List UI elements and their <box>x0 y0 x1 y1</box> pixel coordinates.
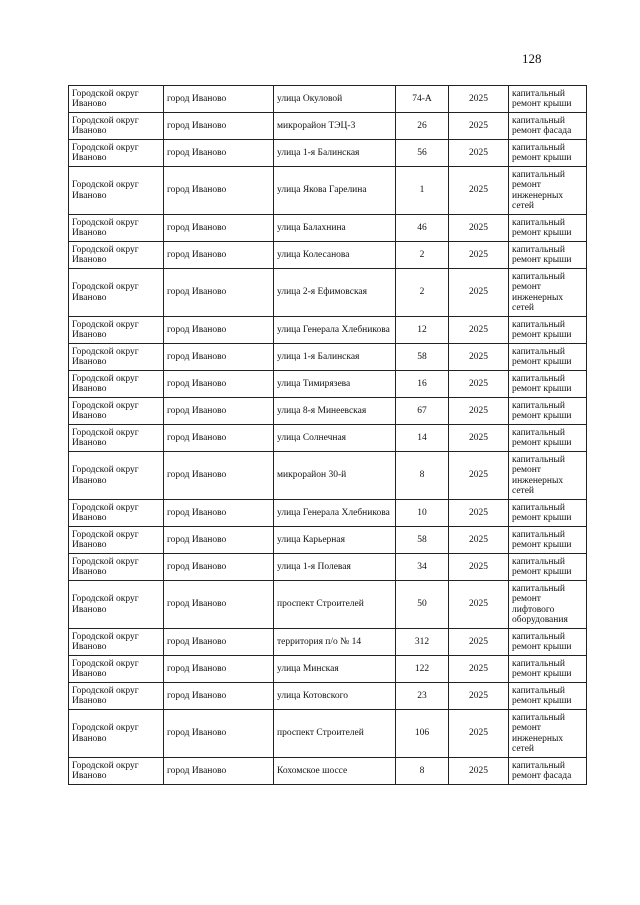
work-cell: капитальный ремонт крыши <box>509 344 587 371</box>
okrug-cell: Городской округ Иваново <box>69 242 164 269</box>
work-cell: капитальный ремонт крыши <box>509 629 587 656</box>
city-cell: город Иваново <box>164 242 274 269</box>
city-cell: город Иваново <box>164 371 274 398</box>
city-cell: город Иваново <box>164 452 274 500</box>
city-cell: город Иваново <box>164 710 274 758</box>
year-cell: 2025 <box>449 425 509 452</box>
street-cell: улица Солнечная <box>274 425 396 452</box>
street-cell: улица 1-я Полевая <box>274 554 396 581</box>
table-row <box>69 269 587 317</box>
okrug-cell: Городской округ Иваново <box>69 167 164 215</box>
work-cell: капитальный ремонт крыши <box>509 371 587 398</box>
okrug-cell: Городской округ Иваново <box>69 683 164 710</box>
work-cell: капитальный ремонт инженерных сетей <box>509 452 587 500</box>
house-cell: 2 <box>396 269 449 317</box>
okrug-cell: Городской округ Иваново <box>69 113 164 140</box>
street-cell: Кохомское шоссе <box>274 758 396 785</box>
street-cell: проспект Строителей <box>274 710 396 758</box>
okrug-cell: Городской округ Иваново <box>69 710 164 758</box>
house-cell: 56 <box>396 140 449 167</box>
city-cell: город Иваново <box>164 554 274 581</box>
year-cell: 2025 <box>449 269 509 317</box>
house-cell: 34 <box>396 554 449 581</box>
okrug-cell: Городской округ Иваново <box>69 554 164 581</box>
table-row <box>69 500 587 527</box>
work-cell: капитальный ремонт крыши <box>509 683 587 710</box>
year-cell: 2025 <box>449 452 509 500</box>
year-cell: 2025 <box>449 113 509 140</box>
repair-register-table <box>68 85 587 785</box>
city-cell: город Иваново <box>164 167 274 215</box>
house-cell: 8 <box>396 452 449 500</box>
city-cell: город Иваново <box>164 683 274 710</box>
work-cell: капитальный ремонт фасада <box>509 113 587 140</box>
okrug-cell: Городской округ Иваново <box>69 581 164 629</box>
work-cell: капитальный ремонт инженерных сетей <box>509 269 587 317</box>
okrug-cell: Городской округ Иваново <box>69 86 164 113</box>
street-cell: территория п/о № 14 <box>274 629 396 656</box>
work-cell: капитальный ремонт инженерных сетей <box>509 710 587 758</box>
work-cell: капитальный ремонт крыши <box>509 86 587 113</box>
table-row <box>69 425 587 452</box>
okrug-cell: Городской округ Иваново <box>69 425 164 452</box>
year-cell: 2025 <box>449 344 509 371</box>
street-cell: улица 8-я Минеевская <box>274 398 396 425</box>
street-cell: микрорайон ТЭЦ-3 <box>274 113 396 140</box>
table-row <box>69 581 587 629</box>
house-cell: 67 <box>396 398 449 425</box>
house-cell: 1 <box>396 167 449 215</box>
street-cell: улица Минская <box>274 656 396 683</box>
table-row <box>69 527 587 554</box>
city-cell: город Иваново <box>164 656 274 683</box>
street-cell: улица Генерала Хлебникова <box>274 500 396 527</box>
table-row <box>69 113 587 140</box>
city-cell: город Иваново <box>164 269 274 317</box>
table-row <box>69 710 587 758</box>
house-cell: 46 <box>396 215 449 242</box>
street-cell: улица Карьерная <box>274 527 396 554</box>
house-cell: 23 <box>396 683 449 710</box>
year-cell: 2025 <box>449 629 509 656</box>
okrug-cell: Городской округ Иваново <box>69 527 164 554</box>
street-cell: проспект Строителей <box>274 581 396 629</box>
work-cell: капитальный ремонт крыши <box>509 425 587 452</box>
work-cell: капитальный ремонт крыши <box>509 527 587 554</box>
okrug-cell: Городской округ Иваново <box>69 500 164 527</box>
house-cell: 58 <box>396 527 449 554</box>
okrug-cell: Городской округ Иваново <box>69 344 164 371</box>
street-cell: улица Колесанова <box>274 242 396 269</box>
table-row <box>69 371 587 398</box>
okrug-cell: Городской округ Иваново <box>69 371 164 398</box>
year-cell: 2025 <box>449 554 509 581</box>
year-cell: 2025 <box>449 215 509 242</box>
table-row <box>69 86 587 113</box>
house-cell: 12 <box>396 317 449 344</box>
table-row <box>69 629 587 656</box>
table-row <box>69 683 587 710</box>
work-cell: капитальный ремонт инженерных сетей <box>509 167 587 215</box>
house-cell: 10 <box>396 500 449 527</box>
okrug-cell: Городской округ Иваново <box>69 398 164 425</box>
work-cell: капитальный ремонт крыши <box>509 554 587 581</box>
city-cell: город Иваново <box>164 215 274 242</box>
street-cell: улица 2-я Ефимовская <box>274 269 396 317</box>
house-cell: 26 <box>396 113 449 140</box>
okrug-cell: Городской округ Иваново <box>69 629 164 656</box>
street-cell: улица Окуловой <box>274 86 396 113</box>
year-cell: 2025 <box>449 167 509 215</box>
year-cell: 2025 <box>449 86 509 113</box>
year-cell: 2025 <box>449 371 509 398</box>
year-cell: 2025 <box>449 656 509 683</box>
table-row <box>69 215 587 242</box>
street-cell: улица Тимирязева <box>274 371 396 398</box>
okrug-cell: Городской округ Иваново <box>69 452 164 500</box>
year-cell: 2025 <box>449 140 509 167</box>
page-number: 128 <box>522 51 542 66</box>
city-cell: город Иваново <box>164 500 274 527</box>
street-cell: микрорайон 30-й <box>274 452 396 500</box>
street-cell: улица Балахнина <box>274 215 396 242</box>
work-cell: капитальный ремонт крыши <box>509 398 587 425</box>
city-cell: город Иваново <box>164 317 274 344</box>
table-row <box>69 656 587 683</box>
okrug-cell: Городской округ Иваново <box>69 758 164 785</box>
city-cell: город Иваново <box>164 344 274 371</box>
work-cell: капитальный ремонт лифтового оборудования <box>509 581 587 629</box>
year-cell: 2025 <box>449 683 509 710</box>
year-cell: 2025 <box>449 527 509 554</box>
year-cell: 2025 <box>449 581 509 629</box>
year-cell: 2025 <box>449 317 509 344</box>
work-cell: капитальный ремонт крыши <box>509 140 587 167</box>
table-row <box>69 452 587 500</box>
house-cell: 8 <box>396 758 449 785</box>
city-cell: город Иваново <box>164 140 274 167</box>
city-cell: город Иваново <box>164 113 274 140</box>
okrug-cell: Городской округ Иваново <box>69 656 164 683</box>
work-cell: капитальный ремонт крыши <box>509 656 587 683</box>
work-cell: капитальный ремонт фасада <box>509 758 587 785</box>
year-cell: 2025 <box>449 242 509 269</box>
table-row <box>69 758 587 785</box>
street-cell: улица Котовского <box>274 683 396 710</box>
city-cell: город Иваново <box>164 425 274 452</box>
city-cell: город Иваново <box>164 758 274 785</box>
year-cell: 2025 <box>449 758 509 785</box>
city-cell: город Иваново <box>164 86 274 113</box>
house-cell: 58 <box>396 344 449 371</box>
table-row <box>69 242 587 269</box>
street-cell: улица Генерала Хлебникова <box>274 317 396 344</box>
house-cell: 16 <box>396 371 449 398</box>
year-cell: 2025 <box>449 500 509 527</box>
work-cell: капитальный ремонт крыши <box>509 242 587 269</box>
table-row <box>69 554 587 581</box>
okrug-cell: Городской округ Иваново <box>69 269 164 317</box>
work-cell: капитальный ремонт крыши <box>509 215 587 242</box>
okrug-cell: Городской округ Иваново <box>69 317 164 344</box>
house-cell: 122 <box>396 656 449 683</box>
city-cell: город Иваново <box>164 581 274 629</box>
table-row <box>69 344 587 371</box>
street-cell: улица 1-я Балинская <box>274 140 396 167</box>
table-row <box>69 167 587 215</box>
okrug-cell: Городской округ Иваново <box>69 215 164 242</box>
house-cell: 50 <box>396 581 449 629</box>
work-cell: капитальный ремонт крыши <box>509 317 587 344</box>
street-cell: улица Якова Гарелина <box>274 167 396 215</box>
year-cell: 2025 <box>449 710 509 758</box>
city-cell: город Иваново <box>164 629 274 656</box>
table-row <box>69 317 587 344</box>
city-cell: город Иваново <box>164 527 274 554</box>
house-cell: 312 <box>396 629 449 656</box>
street-cell: улица 1-я Балинская <box>274 344 396 371</box>
okrug-cell: Городской округ Иваново <box>69 140 164 167</box>
house-cell: 2 <box>396 242 449 269</box>
table-row <box>69 398 587 425</box>
table-row <box>69 140 587 167</box>
house-cell: 106 <box>396 710 449 758</box>
house-cell: 74-А <box>396 86 449 113</box>
year-cell: 2025 <box>449 398 509 425</box>
house-cell: 14 <box>396 425 449 452</box>
work-cell: капитальный ремонт крыши <box>509 500 587 527</box>
city-cell: город Иваново <box>164 398 274 425</box>
